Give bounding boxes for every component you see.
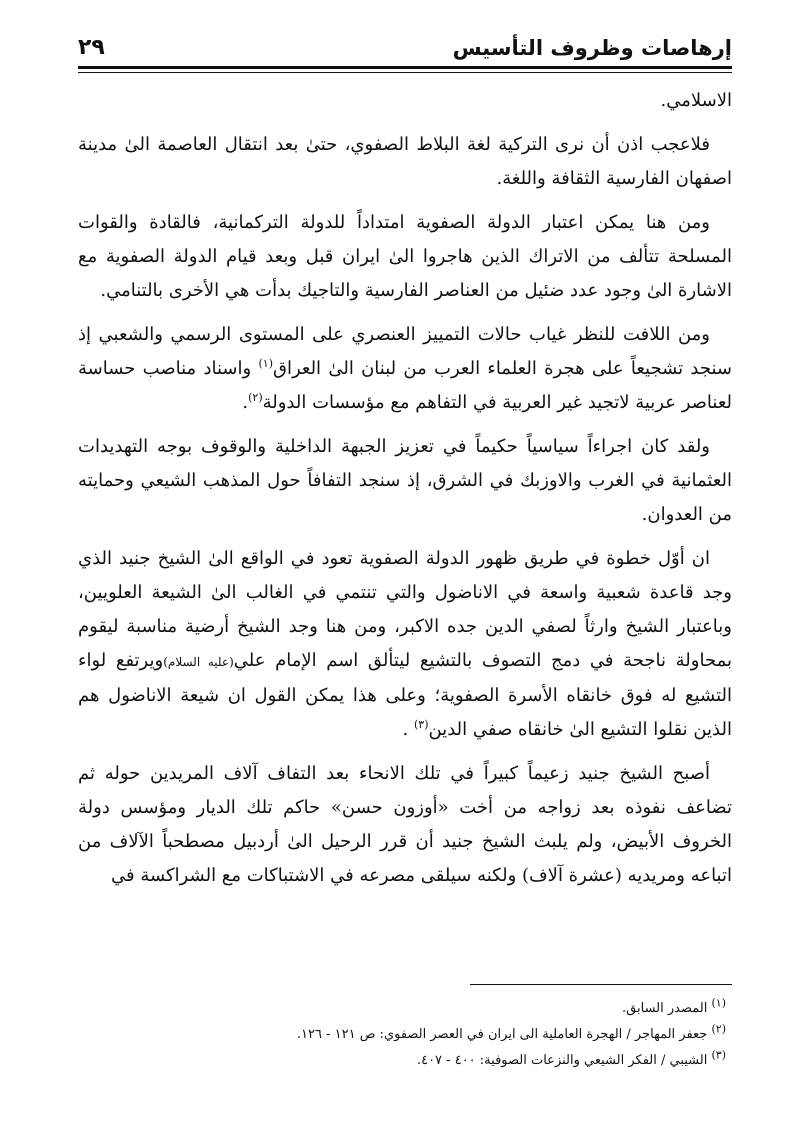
- paragraph-4: [78, 318, 732, 420]
- running-title: إرهاصات وظروف التأسيس: [452, 36, 732, 60]
- paragraph-5: ولقد كان اجراءاً سياسياً حكيماً في تعزيز الجبهة الداخلية والوقوف بوجه التهديدات العثمانية في الغرب والاوزبك في الشرق، إذ سنجد التفافاً حول المذهب الشيعي وحمايته من العدوان.: [78, 436, 732, 525]
- footnote-3: [78, 1048, 732, 1074]
- paragraph-6-text-c: .: [402, 719, 414, 740]
- header-rule-thick: [78, 66, 732, 69]
- footnote-text: جعفر المهاجر / الهجرة العاملية الى ايران في العصر الصفوي: ص ١٢١ - ١٢٦.: [296, 1027, 712, 1042]
- footnote-text: الشيبي / الفكر الشيعي والنزعات الصوفية: ٤٠٠ - ٤٠٧.: [416, 1053, 712, 1068]
- paragraph-4-text-a: ومن اللافت للنظر غياب حالات التمييز العنصري على المستوى الرسمي والشعبي إذ سنجد تشجيعاً على هجرة العلماء العرب من لبنان الىٰ العراق: [78, 324, 732, 379]
- footnote-text: المصدر السابق.: [622, 1001, 712, 1016]
- footnote-ref-3[interactable]: (٣): [413, 718, 429, 731]
- header-rule-thin: [78, 72, 732, 73]
- paragraph-6-text-b: ويرتفع لواء التشيع له فوق خانقاه الأسرة الصفوية؛ وعلى هذا يمكن القول ان شيعة الاناضول هم الذين نقلوا التشيع الىٰ خانقاه صفي الدين: [78, 650, 732, 740]
- paragraph-1: الاسلامي.: [660, 90, 732, 111]
- footnote-mark: (٣): [711, 1048, 726, 1062]
- footnote-ref-2[interactable]: (٢): [248, 391, 263, 404]
- footnote-mark: (١): [711, 996, 726, 1010]
- footnotes: [78, 996, 732, 1074]
- body-text: [78, 84, 732, 903]
- page-header: [78, 28, 732, 64]
- paragraph-7: أصبح الشيخ جنيد زعيماً كبيراً في تلك الانحاء بعد التفاف آلاف المريدين حوله ثم تضاعف نفوذه بعد زواجه من أخت «أوزون حسن» حاكم تلك الديار ومؤسس دولة الخروف الأبيض، ولم يلبث الشيخ جنيد أن قرر الرحيل الىٰ أردبيل مصطحباً الآلاف من اتباعه ومريديه (عشرة آلاف) ولكنه سيلقى مصرعه في الاشتباكات مع الشراكسة في: [78, 763, 733, 886]
- footnote-separator: [470, 984, 732, 985]
- paragraph-6: [78, 542, 732, 747]
- paragraph-4-text-c: .: [242, 392, 249, 413]
- paragraph-6-text-a: ان أوّل خطوة في طريق ظهور الدولة الصفوية تعود في الواقع الىٰ الشيخ جنيد الذي وجد قاعدة شعبية واسعة في الاناضول والتي تنتمي في الغالب الىٰ الشيعة العلويين، وباعتبار الشيخ وارثاً لصفي الدين جده الاكبر، ومن هنا وجد الشيخ أرضية مناسبة ليقوم بمحاولة ناجحة في دمج التصوف بالتشيع ليتألق اسم الإمام علي: [78, 548, 732, 671]
- honorific: (عليه السلام): [163, 655, 234, 669]
- page-number: ٢٩: [78, 35, 105, 60]
- paragraph-4-text-b: واسناد مناصب حساسة لعناصر عربية لاتجيد غير العربية في التفاهم مع مؤسسات الدولة: [78, 358, 732, 413]
- footnote-2: [78, 1022, 732, 1048]
- paragraph-3: ومن هنا يمكن اعتبار الدولة الصفوية امتداداً للدولة التركمانية، فالقادة والقوات المسلحة تتألف من الاتراك الذين هاجروا الىٰ ايران قبل وبعد قيام الدولة الصفوية مع الاشارة الىٰ وجود عدد ضئيل من العناصر الفارسية والتاجيك بدأت هي الأخرى بالتنامي.: [78, 212, 732, 301]
- paragraph-2: فلاعجب اذن أن نرى التركية لغة البلاط الصفوي، حتىٰ بعد انتقال العاصمة الىٰ مدينة اصفهان الفارسية الثقافة واللغة.: [78, 134, 732, 189]
- footnote-ref-1[interactable]: (١): [258, 357, 273, 370]
- footnote-mark: (٢): [711, 1022, 726, 1036]
- footnote-1: [78, 996, 732, 1022]
